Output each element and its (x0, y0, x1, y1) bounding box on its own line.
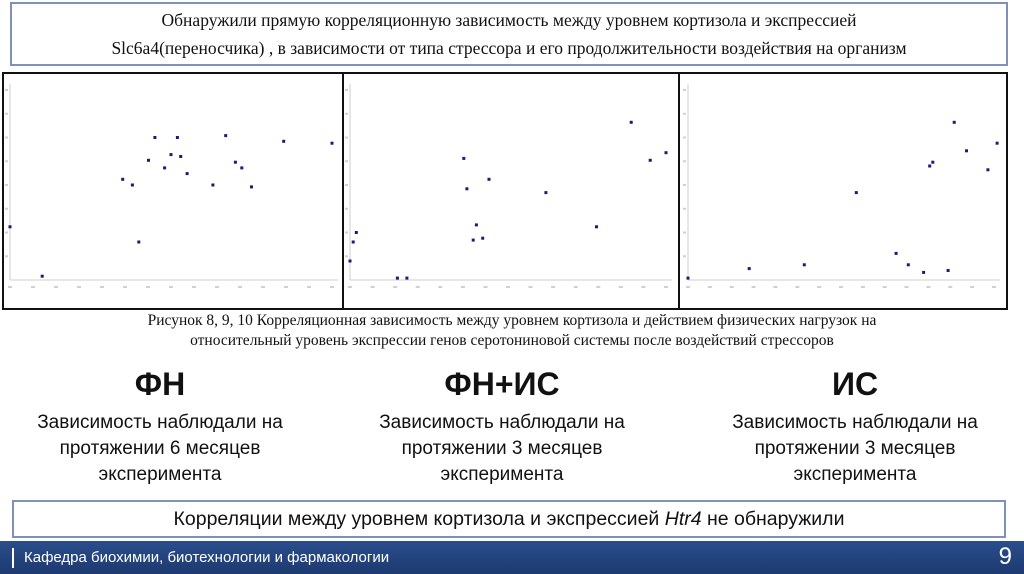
group-desc-is (690, 410, 1020, 488)
figure-caption-line-2: относительный уровень экспрессии генов серотониновой системы после воздействий стрессоров (190, 332, 834, 349)
x-tick-mark (641, 286, 645, 288)
scatter-point (163, 166, 166, 169)
y-tick-mark (345, 89, 348, 91)
y-tick-mark (683, 89, 686, 91)
x-tick-mark (574, 286, 578, 288)
x-tick-mark (619, 286, 623, 288)
scatter-charts (4, 74, 1006, 308)
x-tick-mark (483, 286, 487, 288)
y-tick-mark (683, 113, 686, 115)
x-tick-mark (77, 286, 81, 288)
scatter-point (147, 159, 150, 162)
x-tick-mark (123, 286, 127, 288)
gene-name: Htr4 (664, 508, 702, 530)
scatter-point (9, 225, 12, 228)
chart-panel-1 (4, 74, 342, 308)
desc-line: протяжении 3 месяцев (401, 438, 603, 459)
y-tick-mark (683, 137, 686, 139)
scatter-point (331, 142, 334, 145)
x-tick-mark (992, 286, 996, 288)
footer-bar (0, 541, 1024, 574)
title-line-1: Обнаружили прямую корреляционную зависимость между уровнем кортизола и экспрессией (161, 10, 857, 30)
conclusion-box (12, 500, 1006, 538)
y-tick-mark (5, 208, 8, 210)
scatter-point (131, 184, 134, 187)
scatter-point (462, 157, 465, 160)
group-desc-fn (0, 410, 325, 488)
y-tick-mark (5, 160, 8, 162)
x-tick-mark (215, 286, 219, 288)
x-tick-mark (192, 286, 196, 288)
scatter-point (240, 166, 243, 169)
y-tick-mark (5, 255, 8, 257)
chart-panel-3 (680, 74, 1006, 308)
scatter-point (349, 260, 352, 263)
scatter-point (907, 263, 910, 266)
y-tick-mark (345, 232, 348, 234)
group-heading-is: ИС (831, 366, 879, 402)
scatter-point (250, 185, 253, 188)
scatter-point (928, 165, 931, 168)
scatter-point (649, 159, 652, 162)
x-tick-mark (307, 286, 311, 288)
x-tick-mark (100, 286, 104, 288)
scatter-point (953, 121, 956, 124)
x-tick-mark (416, 286, 420, 288)
scatter-point (922, 271, 925, 274)
conclusion-text-end: не обнаружили (701, 508, 845, 530)
scatter-point (41, 275, 44, 278)
x-tick-mark (926, 286, 930, 288)
scatter-point (153, 136, 156, 139)
scatter-point (179, 155, 182, 158)
title-box (10, 2, 1008, 66)
desc-line: Зависимость наблюдали на (379, 412, 625, 433)
scatter-panels (2, 72, 1008, 310)
x-tick-mark (31, 286, 35, 288)
scatter-point (396, 277, 399, 280)
scatter-point (488, 178, 491, 181)
page-number: 9 (998, 543, 1012, 570)
scatter-point (931, 161, 934, 164)
scatter-point (855, 191, 858, 194)
footer-department: Кафедра биохимии, биотехнологии и фармакологии (24, 549, 390, 566)
scatter-point (405, 277, 408, 280)
scatter-point (121, 178, 124, 181)
y-tick-mark (345, 255, 348, 257)
desc-line: эксперимента (98, 464, 222, 485)
x-tick-mark (529, 286, 533, 288)
scatter-point (282, 140, 285, 143)
scatter-point (472, 239, 475, 242)
group-heading-fn: ФН (134, 366, 186, 402)
scatter-point (965, 149, 968, 152)
conclusion-text-start: Корреляции между уровнем кортизола и экспрессией (173, 508, 665, 530)
x-tick-mark (773, 286, 777, 288)
scatter-point (665, 151, 668, 154)
x-tick-mark (238, 286, 242, 288)
scatter-point (481, 237, 484, 240)
y-tick-mark (5, 184, 8, 186)
scatter-point (211, 184, 214, 187)
x-tick-mark (393, 286, 397, 288)
title-line-2: Slc6a4(переносчика) , в зависимости от типа стрессора и его продолжительности воздействия на организм (111, 38, 907, 58)
x-tick-mark (330, 286, 334, 288)
y-tick-mark (345, 160, 348, 162)
scatter-point (986, 168, 989, 171)
x-tick-mark (371, 286, 375, 288)
scatter-point (947, 269, 950, 272)
scatter-point (186, 172, 189, 175)
x-tick-mark (883, 286, 887, 288)
y-tick-mark (345, 113, 348, 115)
x-tick-mark (54, 286, 58, 288)
x-tick-mark (905, 286, 909, 288)
x-tick-mark (861, 286, 865, 288)
scatter-point (475, 223, 478, 226)
scatter-point (170, 153, 173, 156)
scatter-point (224, 134, 227, 137)
x-tick-mark (795, 286, 799, 288)
x-tick-mark (146, 286, 150, 288)
y-tick-mark (345, 208, 348, 210)
x-tick-mark (970, 286, 974, 288)
y-tick-mark (5, 232, 8, 234)
y-tick-mark (683, 184, 686, 186)
scatter-point (595, 225, 598, 228)
x-tick-mark (664, 286, 668, 288)
scatter-point (544, 191, 547, 194)
scatter-point (895, 252, 898, 255)
x-tick-mark (752, 286, 756, 288)
figure-caption-line-1: Рисунок 8, 9, 10 Корреляционная зависимость между уровнем кортизола и действием физических нагрузок на (147, 312, 877, 329)
scatter-point (137, 241, 140, 244)
scatter-point (996, 142, 999, 145)
x-tick-mark (261, 286, 265, 288)
x-tick-mark (461, 286, 465, 288)
scatter-point (748, 267, 751, 270)
x-tick-mark (8, 286, 12, 288)
x-tick-mark (817, 286, 821, 288)
y-tick-mark (5, 113, 8, 115)
x-tick-mark (551, 286, 555, 288)
y-tick-mark (5, 89, 8, 91)
scatter-point (355, 231, 358, 234)
y-tick-mark (683, 208, 686, 210)
desc-line: Зависимость наблюдали на (732, 412, 978, 433)
desc-line: Зависимость наблюдали на (37, 412, 283, 433)
chart-panel-2 (344, 74, 678, 308)
y-tick-mark (683, 255, 686, 257)
x-tick-mark (438, 286, 442, 288)
desc-line: протяжении 6 месяцев (59, 438, 261, 459)
desc-line: протяжении 3 месяцев (754, 438, 956, 459)
y-tick-mark (683, 160, 686, 162)
scatter-point (176, 136, 179, 139)
group-heading-fn-is: ФН+ИС (444, 366, 560, 402)
footer-divider (12, 548, 14, 568)
x-tick-mark (839, 286, 843, 288)
scatter-point (630, 121, 633, 124)
y-tick-mark (345, 184, 348, 186)
scatter-point (352, 241, 355, 244)
x-tick-mark (284, 286, 288, 288)
x-tick-mark (169, 286, 173, 288)
x-tick-mark (730, 286, 734, 288)
x-tick-mark (348, 286, 352, 288)
scatter-point (803, 263, 806, 266)
group-desc-fn-is (337, 410, 667, 488)
x-tick-mark (948, 286, 952, 288)
x-tick-mark (708, 286, 712, 288)
x-tick-mark (506, 286, 510, 288)
scatter-point (465, 187, 468, 190)
x-tick-mark (686, 286, 690, 288)
y-tick-mark (5, 137, 8, 139)
scatter-point (687, 277, 690, 280)
y-tick-mark (683, 232, 686, 234)
x-tick-mark (596, 286, 600, 288)
y-tick-mark (345, 137, 348, 139)
scatter-point (234, 161, 237, 164)
desc-line: эксперимента (440, 464, 564, 485)
desc-line: эксперимента (793, 464, 917, 485)
